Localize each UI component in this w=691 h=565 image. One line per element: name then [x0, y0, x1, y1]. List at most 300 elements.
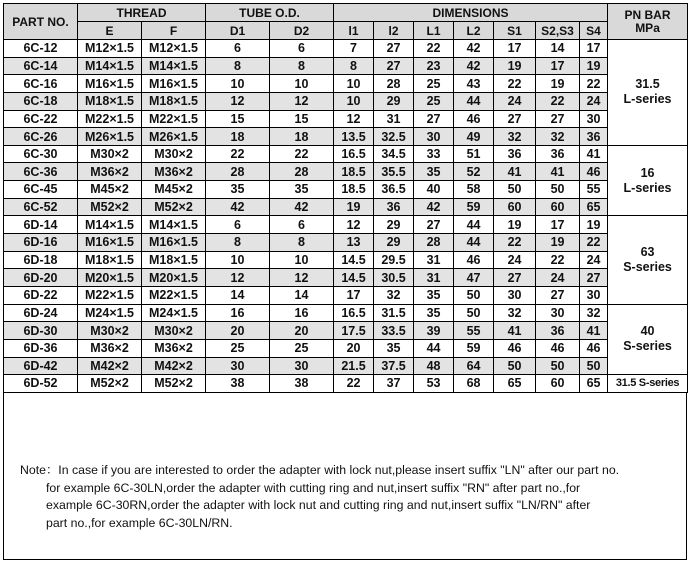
cell-thread-e: M52×2: [78, 375, 142, 393]
cell-thread-e: M24×1.5: [78, 304, 142, 322]
cell-dim-l1: 33: [414, 145, 454, 163]
pn-rating-cell: [608, 304, 688, 375]
pn-rating-line: L-series: [623, 92, 672, 107]
cell-part-no: 6D-18: [4, 251, 78, 269]
cell-dim-l2-small: 27: [374, 57, 414, 75]
cell-part-no: 6C-14: [4, 57, 78, 75]
cell-dim-s4: 30: [580, 286, 608, 304]
cell-thread-f: M36×2: [142, 339, 206, 357]
cell-dim-s1: 27: [494, 269, 536, 287]
cell-dim-s4: 32: [580, 304, 608, 322]
cell-dim-l2: 68: [454, 375, 494, 393]
cell-dim-l2: 47: [454, 269, 494, 287]
cell-thread-e: M30×2: [78, 145, 142, 163]
cell-dim-l1: 22: [414, 40, 454, 58]
cell-dim-l1: 28: [414, 234, 454, 252]
cell-dim-l2-small: 29: [374, 92, 414, 110]
cell-dim-l2-small: 36: [374, 198, 414, 216]
cell-dim-s1: 60: [494, 198, 536, 216]
pn-rating-line: 16: [640, 165, 655, 180]
cell-dim-l2-small: 34.5: [374, 145, 414, 163]
cell-dim-s1: 46: [494, 339, 536, 357]
cell-dim-s4: 17: [580, 40, 608, 58]
cell-dim-s4: 65: [580, 198, 608, 216]
header-sub-d2: D2: [270, 22, 334, 40]
cell-tube-d2: 35: [270, 181, 334, 199]
table-row: [4, 286, 688, 304]
table-row: [4, 75, 688, 93]
header-pn-bar-line2: MPa: [635, 20, 660, 35]
cell-tube-d2: 15: [270, 110, 334, 128]
cell-tube-d1: 16: [206, 304, 270, 322]
cell-tube-d1: 15: [206, 110, 270, 128]
cell-dim-l2: 58: [454, 181, 494, 199]
cell-dim-s1: 30: [494, 286, 536, 304]
cell-dim-l2-small: 32.5: [374, 128, 414, 146]
cell-dim-s4: 19: [580, 216, 608, 234]
table-row: [4, 128, 688, 146]
note-line-3: example 6C-30RN,order the adapter with lock nut and cutting ring and nut,insert suffix "LN/RN" after: [46, 498, 591, 512]
cell-dim-l1-small: 8: [334, 57, 374, 75]
cell-dim-l2-small: 31: [374, 110, 414, 128]
cell-thread-e: M42×2: [78, 357, 142, 375]
cell-tube-d1: 22: [206, 145, 270, 163]
cell-dim-s1: 32: [494, 304, 536, 322]
cell-tube-d1: 8: [206, 57, 270, 75]
cell-tube-d1: 6: [206, 216, 270, 234]
cell-dim-l1: 31: [414, 251, 454, 269]
cell-dim-s2s3: 32: [536, 128, 580, 146]
cell-dim-l2-small: 35: [374, 339, 414, 357]
cell-dim-s4: 50: [580, 357, 608, 375]
cell-dim-l1-small: 13.5: [334, 128, 374, 146]
cell-dim-l2: 44: [454, 234, 494, 252]
cell-dim-l2: 59: [454, 339, 494, 357]
cell-dim-l2-small: 37.5: [374, 357, 414, 375]
cell-thread-e: M45×2: [78, 181, 142, 199]
cell-dim-l1: 23: [414, 57, 454, 75]
header-part-no: PART NO.: [4, 4, 78, 40]
cell-tube-d2: 42: [270, 198, 334, 216]
cell-tube-d1: 18: [206, 128, 270, 146]
note-text-1: In case if you are interested to order the adapter with lock nut,please insert suffix "LN" after our part no.: [58, 463, 620, 477]
cell-part-no: 6C-22: [4, 110, 78, 128]
cell-dim-s1: 24: [494, 92, 536, 110]
cell-dim-l2: 46: [454, 251, 494, 269]
header-tube-od: TUBE O.D.: [206, 4, 334, 22]
header-sub-s2s3: S2,S3: [536, 22, 580, 40]
cell-dim-s1: 24: [494, 251, 536, 269]
cell-tube-d2: 16: [270, 304, 334, 322]
cell-thread-e: M36×2: [78, 163, 142, 181]
header-sub-l2-small: l2: [374, 22, 414, 40]
cell-dim-s1: 19: [494, 57, 536, 75]
cell-tube-d1: 10: [206, 251, 270, 269]
cell-dim-s2s3: 60: [536, 198, 580, 216]
cell-dim-l1: 25: [414, 75, 454, 93]
cell-dim-s2s3: 27: [536, 286, 580, 304]
cell-dim-l1-small: 16.5: [334, 145, 374, 163]
cell-dim-l2: 43: [454, 75, 494, 93]
cell-dim-s4: 24: [580, 251, 608, 269]
pn-rating-line: 63: [640, 245, 655, 259]
cell-dim-s4: 55: [580, 181, 608, 199]
cell-dim-s2s3: 19: [536, 234, 580, 252]
cell-dim-s2s3: 14: [536, 40, 580, 58]
pn-rating-cell: [608, 375, 688, 393]
cell-dim-l2: 64: [454, 357, 494, 375]
pn-rating-line: 40: [640, 324, 655, 339]
cell-dim-l1: 40: [414, 181, 454, 199]
note-line-2: for example 6C-30LN,order the adapter with cutting ring and nut,insert suffix "RN" after part no.,for: [46, 480, 581, 495]
cell-dim-s1: 50: [494, 357, 536, 375]
cell-dim-l2: 42: [454, 57, 494, 75]
pn-rating-line: 31.5 S-series: [615, 376, 680, 389]
cell-tube-d2: 12: [270, 92, 334, 110]
cell-part-no: 6D-30: [4, 322, 78, 340]
cell-dim-s4: 22: [580, 234, 608, 252]
table-row: [4, 375, 688, 393]
header-pn-bar-line1: PN BAR: [624, 7, 671, 22]
note-label: Note：: [20, 463, 59, 477]
table-row: [4, 40, 688, 58]
cell-thread-f: M52×2: [142, 198, 206, 216]
header-sub-l1-small: l1: [334, 22, 374, 40]
cell-dim-l1-small: 7: [334, 40, 374, 58]
spec-table-body: [4, 40, 688, 393]
cell-dim-l1-small: 12: [334, 216, 374, 234]
cell-tube-d2: 8: [270, 57, 334, 75]
cell-thread-f: M26×1.5: [142, 128, 206, 146]
cell-dim-l2-small: 27: [374, 40, 414, 58]
cell-part-no: 6D-36: [4, 339, 78, 357]
cell-tube-d1: 12: [206, 92, 270, 110]
cell-dim-l1-small: 17: [334, 286, 374, 304]
cell-dim-l2-small: 29: [374, 216, 414, 234]
cell-dim-l1-small: 16.5: [334, 304, 374, 322]
cell-thread-e: M14×1.5: [78, 216, 142, 234]
table-row: [4, 145, 688, 163]
cell-dim-s2s3: 24: [536, 269, 580, 287]
cell-dim-s1: 19: [494, 216, 536, 234]
table-row: [4, 216, 688, 234]
cell-dim-l2: 49: [454, 128, 494, 146]
cell-dim-s1: 50: [494, 181, 536, 199]
cell-thread-e: M16×1.5: [78, 75, 142, 93]
cell-dim-l1: 48: [414, 357, 454, 375]
cell-thread-f: M52×2: [142, 375, 206, 393]
table-row: [4, 181, 688, 199]
cell-dim-l2: 46: [454, 110, 494, 128]
cell-dim-s2s3: 60: [536, 375, 580, 393]
cell-thread-e: M20×1.5: [78, 269, 142, 287]
cell-thread-f: M14×1.5: [142, 57, 206, 75]
cell-thread-e: M16×1.5: [78, 234, 142, 252]
cell-part-no: 6D-22: [4, 286, 78, 304]
cell-tube-d2: 20: [270, 322, 334, 340]
cell-part-no: 6C-26: [4, 128, 78, 146]
cell-tube-d1: 8: [206, 234, 270, 252]
cell-dim-s4: 27: [580, 269, 608, 287]
cell-tube-d1: 35: [206, 181, 270, 199]
cell-dim-l2: 50: [454, 304, 494, 322]
cell-dim-s4: 41: [580, 145, 608, 163]
cell-dim-l1-small: 10: [334, 75, 374, 93]
cell-dim-s1: 22: [494, 234, 536, 252]
cell-dim-s2s3: 50: [536, 181, 580, 199]
cell-part-no: 6D-14: [4, 216, 78, 234]
cell-tube-d1: 38: [206, 375, 270, 393]
cell-thread-f: M22×1.5: [142, 286, 206, 304]
cell-part-no: 6D-16: [4, 234, 78, 252]
cell-dim-l2-small: 37: [374, 375, 414, 393]
header-sub-d1: D1: [206, 22, 270, 40]
cell-dim-s2s3: 22: [536, 251, 580, 269]
cell-dim-l1-small: 19: [334, 198, 374, 216]
cell-part-no: 6D-42: [4, 357, 78, 375]
cell-dim-l1-small: 14.5: [334, 269, 374, 287]
cell-dim-l1: 39: [414, 322, 454, 340]
cell-dim-s1: 65: [494, 375, 536, 393]
cell-dim-l1: 31: [414, 269, 454, 287]
cell-thread-e: M18×1.5: [78, 92, 142, 110]
cell-tube-d1: 25: [206, 339, 270, 357]
cell-dim-l1: 27: [414, 216, 454, 234]
cell-dim-l2-small: 30.5: [374, 269, 414, 287]
cell-thread-e: M22×1.5: [78, 286, 142, 304]
cell-dim-l1-small: 22: [334, 375, 374, 393]
cell-tube-d1: 10: [206, 75, 270, 93]
cell-dim-s4: 30: [580, 110, 608, 128]
cell-part-no: 6D-52: [4, 375, 78, 393]
cell-dim-l1-small: 18.5: [334, 163, 374, 181]
cell-tube-d1: 30: [206, 357, 270, 375]
cell-part-no: 6C-36: [4, 163, 78, 181]
table-row: [4, 198, 688, 216]
cell-thread-e: M26×1.5: [78, 128, 142, 146]
cell-dim-s1: 27: [494, 110, 536, 128]
cell-dim-s4: 65: [580, 375, 608, 393]
cell-tube-d1: 42: [206, 198, 270, 216]
cell-tube-d2: 22: [270, 145, 334, 163]
adapter-spec-table: [3, 3, 688, 393]
cell-thread-e: M22×1.5: [78, 110, 142, 128]
table-row: [4, 357, 688, 375]
cell-part-no: 6C-12: [4, 40, 78, 58]
cell-thread-e: M14×1.5: [78, 57, 142, 75]
cell-tube-d2: 6: [270, 216, 334, 234]
table-row: [4, 57, 688, 75]
cell-tube-d1: 28: [206, 163, 270, 181]
cell-dim-s1: 22: [494, 75, 536, 93]
cell-dim-l1-small: 20: [334, 339, 374, 357]
cell-thread-f: M45×2: [142, 181, 206, 199]
cell-dim-s4: 41: [580, 322, 608, 340]
table-row: [4, 304, 688, 322]
pn-rating-cell: [608, 145, 688, 216]
cell-tube-d1: 20: [206, 322, 270, 340]
cell-thread-f: M36×2: [142, 163, 206, 181]
table-row: [4, 339, 688, 357]
cell-dim-l2-small: 36.5: [374, 181, 414, 199]
cell-thread-f: M24×1.5: [142, 304, 206, 322]
cell-dim-s4: 46: [580, 339, 608, 357]
header-pn-bar: [608, 4, 688, 40]
cell-dim-s2s3: 36: [536, 322, 580, 340]
cell-thread-f: M20×1.5: [142, 269, 206, 287]
cell-dim-s2s3: 19: [536, 75, 580, 93]
cell-part-no: 6D-24: [4, 304, 78, 322]
pn-rating-line: L-series: [623, 180, 672, 195]
cell-thread-e: M30×2: [78, 322, 142, 340]
cell-dim-s2s3: 17: [536, 57, 580, 75]
cell-tube-d1: 14: [206, 286, 270, 304]
cell-dim-s1: 41: [494, 322, 536, 340]
cell-dim-s2s3: 46: [536, 339, 580, 357]
cell-part-no: 6C-16: [4, 75, 78, 93]
cell-thread-e: M36×2: [78, 339, 142, 357]
header-sub-s1: S1: [494, 22, 536, 40]
cell-tube-d2: 28: [270, 163, 334, 181]
cell-dim-l2-small: 32: [374, 286, 414, 304]
cell-tube-d2: 30: [270, 357, 334, 375]
header-sub-f: F: [142, 22, 206, 40]
cell-dim-l2: 51: [454, 145, 494, 163]
cell-part-no: 6C-52: [4, 198, 78, 216]
pn-rating-line: 31.5: [635, 77, 660, 92]
cell-dim-s2s3: 50: [536, 357, 580, 375]
cell-thread-f: M30×2: [142, 145, 206, 163]
cell-dim-l2: 44: [454, 92, 494, 110]
cell-thread-f: M12×1.5: [142, 40, 206, 58]
cell-tube-d2: 10: [270, 251, 334, 269]
cell-dim-l1-small: 14.5: [334, 251, 374, 269]
pn-rating-cell: [608, 216, 688, 304]
cell-tube-d2: 6: [270, 40, 334, 58]
cell-tube-d2: 25: [270, 339, 334, 357]
table-row: [4, 110, 688, 128]
cell-tube-d2: 12: [270, 269, 334, 287]
note-line-4: part no.,for example 6C-30LN/RN.: [46, 515, 233, 530]
cell-thread-f: M16×1.5: [142, 234, 206, 252]
header-thread: THREAD: [78, 4, 206, 22]
cell-thread-e: M12×1.5: [78, 40, 142, 58]
cell-dim-s2s3: 41: [536, 163, 580, 181]
cell-dim-s2s3: 36: [536, 145, 580, 163]
cell-dim-s1: 36: [494, 145, 536, 163]
cell-tube-d1: 12: [206, 269, 270, 287]
cell-part-no: 6C-30: [4, 145, 78, 163]
order-note: [3, 452, 687, 560]
cell-dim-l1: 30: [414, 128, 454, 146]
cell-tube-d2: 8: [270, 234, 334, 252]
cell-thread-f: M18×1.5: [142, 92, 206, 110]
cell-dim-s2s3: 22: [536, 92, 580, 110]
cell-dim-l2-small: 35.5: [374, 163, 414, 181]
cell-dim-s1: 32: [494, 128, 536, 146]
table-row: [4, 163, 688, 181]
cell-dim-l2-small: 31.5: [374, 304, 414, 322]
cell-dim-l1: 27: [414, 110, 454, 128]
cell-dim-l2: 42: [454, 40, 494, 58]
header-dimensions: DIMENSIONS: [334, 4, 608, 22]
cell-dim-s2s3: 27: [536, 110, 580, 128]
cell-dim-l1: 35: [414, 163, 454, 181]
note-line-1: [20, 462, 678, 480]
cell-dim-l1: 44: [414, 339, 454, 357]
header-sub-e: E: [78, 22, 142, 40]
cell-dim-l2-small: 33.5: [374, 322, 414, 340]
cell-dim-s4: 19: [580, 57, 608, 75]
cell-tube-d2: 10: [270, 75, 334, 93]
cell-thread-f: M30×2: [142, 322, 206, 340]
cell-dim-l1: 53: [414, 375, 454, 393]
header-sub-l1: L1: [414, 22, 454, 40]
cell-dim-s1: 41: [494, 163, 536, 181]
table-row: [4, 269, 688, 287]
cell-tube-d2: 18: [270, 128, 334, 146]
cell-dim-l1-small: 17.5: [334, 322, 374, 340]
cell-dim-l2: 44: [454, 216, 494, 234]
cell-dim-l2-small: 28: [374, 75, 414, 93]
header-sub-s4: S4: [580, 22, 608, 40]
pn-rating-line: S-series: [623, 260, 672, 274]
cell-dim-l1-small: 18.5: [334, 181, 374, 199]
cell-thread-f: M16×1.5: [142, 75, 206, 93]
cell-thread-f: M18×1.5: [142, 251, 206, 269]
cell-dim-s2s3: 17: [536, 216, 580, 234]
table-row: [4, 251, 688, 269]
cell-dim-s4: 46: [580, 163, 608, 181]
table-row: [4, 92, 688, 110]
cell-dim-l1-small: 13: [334, 234, 374, 252]
cell-dim-s4: 24: [580, 92, 608, 110]
cell-dim-s1: 17: [494, 40, 536, 58]
pn-rating-cell: [608, 40, 688, 146]
cell-dim-l1: 42: [414, 198, 454, 216]
cell-thread-f: M14×1.5: [142, 216, 206, 234]
cell-dim-l1-small: 12: [334, 110, 374, 128]
cell-part-no: 6D-20: [4, 269, 78, 287]
cell-dim-s2s3: 30: [536, 304, 580, 322]
table-row: [4, 322, 688, 340]
cell-dim-l1-small: 10: [334, 92, 374, 110]
cell-thread-e: M52×2: [78, 198, 142, 216]
header-sub-l2: L2: [454, 22, 494, 40]
cell-thread-e: M18×1.5: [78, 251, 142, 269]
cell-part-no: 6C-45: [4, 181, 78, 199]
pn-rating-line: S-series: [623, 339, 672, 354]
cell-dim-l2: 52: [454, 163, 494, 181]
cell-dim-l2: 55: [454, 322, 494, 340]
cell-dim-l1: 25: [414, 92, 454, 110]
cell-dim-l1-small: 21.5: [334, 357, 374, 375]
cell-part-no: 6C-18: [4, 92, 78, 110]
cell-tube-d2: 14: [270, 286, 334, 304]
cell-dim-l1: 35: [414, 286, 454, 304]
cell-dim-l2: 59: [454, 198, 494, 216]
cell-tube-d1: 6: [206, 40, 270, 58]
cell-dim-l2-small: 29: [374, 234, 414, 252]
table-row: [4, 234, 688, 252]
cell-dim-s4: 22: [580, 75, 608, 93]
cell-dim-l2: 50: [454, 286, 494, 304]
cell-tube-d2: 38: [270, 375, 334, 393]
cell-dim-s4: 36: [580, 128, 608, 146]
cell-thread-f: M42×2: [142, 357, 206, 375]
cell-dim-l1: 35: [414, 304, 454, 322]
cell-thread-f: M22×1.5: [142, 110, 206, 128]
